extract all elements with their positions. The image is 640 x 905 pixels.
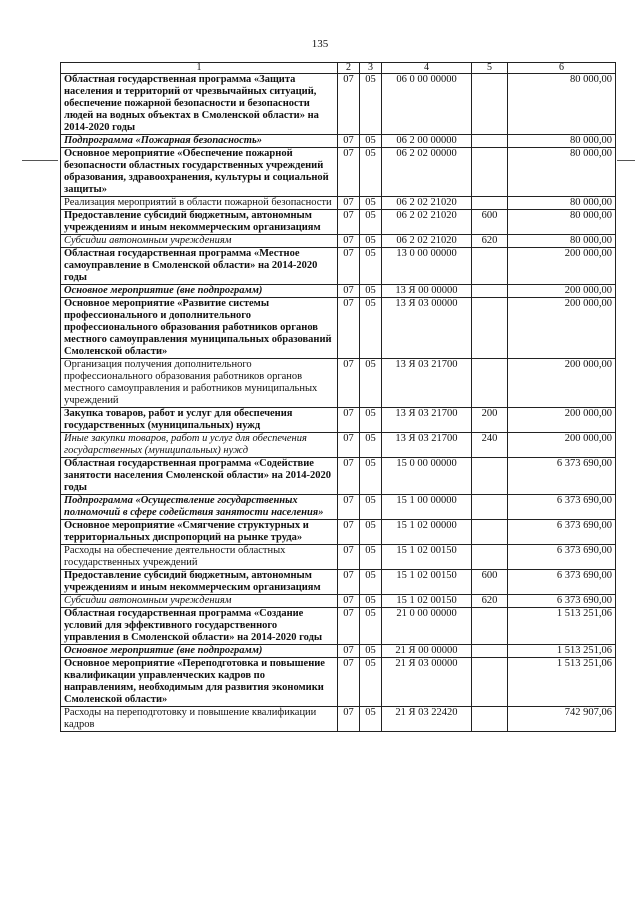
row-name-cell: Основное мероприятие (вне подпрограмм) (61, 285, 338, 298)
row-expense-type-cell: 240 (472, 433, 508, 458)
row-amount-cell: 200 000,00 (508, 298, 616, 359)
table-row (61, 148, 616, 197)
row-target-article-cell: 21 Я 03 22420 (382, 707, 472, 732)
row-expense-type-cell (472, 74, 508, 135)
row-name-cell: Закупка товаров, работ и услуг для обеспечения государственных (муниципальных) нужд (61, 408, 338, 433)
row-amount-cell: 1 513 251,06 (508, 658, 616, 707)
row-expense-type-cell (472, 197, 508, 210)
row-section-cell: 07 (338, 433, 360, 458)
header-row (61, 63, 616, 74)
row-subsection-cell: 05 (360, 74, 382, 135)
row-subsection-cell: 05 (360, 248, 382, 285)
row-subsection-cell: 05 (360, 235, 382, 248)
row-name-cell: Областная государственная программа «Создание условий для эффективного государственного управления в Смоленской области» на 2014-2020 годы (61, 608, 338, 645)
row-subsection-cell: 05 (360, 298, 382, 359)
header-col-3: 3 (360, 63, 382, 74)
row-amount-cell: 742 907,06 (508, 707, 616, 732)
row-expense-type-cell (472, 520, 508, 545)
budget-table (60, 62, 616, 732)
row-subsection-cell: 05 (360, 658, 382, 707)
row-name-cell: Областная государственная программа «Защита населения и территорий от чрезвычайных ситуаций, обеспечение пожарной безопасности и безопасности людей на водных объектах в Смоленской области» на 2014-2020 годы (61, 74, 338, 135)
scan-margin-line-left (22, 160, 58, 161)
row-target-article-cell: 06 2 02 21020 (382, 235, 472, 248)
row-section-cell: 07 (338, 520, 360, 545)
row-name-cell: Основное мероприятие «Смягчение структурных и территориальных диспропорций на рынке труда» (61, 520, 338, 545)
scan-margin-line-right (617, 160, 635, 161)
table-row (61, 135, 616, 148)
header-col-6: 6 (508, 63, 616, 74)
row-section-cell: 07 (338, 235, 360, 248)
row-amount-cell: 1 513 251,06 (508, 645, 616, 658)
row-target-article-cell: 06 2 02 00000 (382, 148, 472, 197)
row-name-cell: Предоставление субсидий бюджетным, автономным учреждениям и иным некоммерческим организациям (61, 570, 338, 595)
row-section-cell: 07 (338, 359, 360, 408)
row-section-cell: 07 (338, 545, 360, 570)
header-col-5: 5 (472, 63, 508, 74)
header-col-2: 2 (338, 63, 360, 74)
row-subsection-cell: 05 (360, 570, 382, 595)
row-expense-type-cell (472, 359, 508, 408)
row-name-cell: Предоставление субсидий бюджетным, автономным учреждениям и иным некоммерческим организациям (61, 210, 338, 235)
row-subsection-cell: 05 (360, 210, 382, 235)
row-name-cell: Расходы на обеспечение деятельности областных государственных учреждений (61, 545, 338, 570)
row-expense-type-cell: 600 (472, 570, 508, 595)
row-expense-type-cell (472, 545, 508, 570)
table-row (61, 545, 616, 570)
row-subsection-cell: 05 (360, 148, 382, 197)
table-row (61, 520, 616, 545)
table-row (61, 359, 616, 408)
row-amount-cell: 80 000,00 (508, 210, 616, 235)
row-amount-cell: 80 000,00 (508, 197, 616, 210)
row-expense-type-cell (472, 495, 508, 520)
row-section-cell: 07 (338, 658, 360, 707)
table-row (61, 495, 616, 520)
row-section-cell: 07 (338, 458, 360, 495)
row-subsection-cell: 05 (360, 197, 382, 210)
row-name-cell: Реализация мероприятий в области пожарной безопасности (61, 197, 338, 210)
row-section-cell: 07 (338, 707, 360, 732)
row-subsection-cell: 05 (360, 520, 382, 545)
row-subsection-cell: 05 (360, 433, 382, 458)
header-col-1: 1 (61, 63, 338, 74)
row-name-cell: Субсидии автономным учреждениям (61, 595, 338, 608)
row-target-article-cell: 13 Я 03 21700 (382, 408, 472, 433)
row-amount-cell: 80 000,00 (508, 135, 616, 148)
page-number: 135 (311, 38, 329, 50)
row-expense-type-cell (472, 298, 508, 359)
row-target-article-cell: 06 2 00 00000 (382, 135, 472, 148)
row-expense-type-cell: 600 (472, 210, 508, 235)
row-target-article-cell: 21 0 00 00000 (382, 608, 472, 645)
row-expense-type-cell (472, 645, 508, 658)
row-target-article-cell: 21 Я 00 00000 (382, 645, 472, 658)
row-target-article-cell: 15 1 02 00000 (382, 520, 472, 545)
table-row (61, 248, 616, 285)
row-subsection-cell: 05 (360, 458, 382, 495)
row-target-article-cell: 13 0 00 00000 (382, 248, 472, 285)
table-row (61, 197, 616, 210)
table-row (61, 235, 616, 248)
row-amount-cell: 200 000,00 (508, 408, 616, 433)
row-section-cell: 07 (338, 248, 360, 285)
row-section-cell: 07 (338, 408, 360, 433)
row-subsection-cell: 05 (360, 359, 382, 408)
row-amount-cell: 6 373 690,00 (508, 520, 616, 545)
row-section-cell: 07 (338, 298, 360, 359)
row-section-cell: 07 (338, 285, 360, 298)
row-name-cell: Основное мероприятие «Развитие системы профессионального и дополнительного профессионального образования работников органов местного самоуправления муниципальных образований Смоленской области» (61, 298, 338, 359)
row-expense-type-cell (472, 248, 508, 285)
row-amount-cell: 200 000,00 (508, 433, 616, 458)
row-section-cell: 07 (338, 570, 360, 595)
table-body (61, 74, 616, 732)
row-target-article-cell: 13 Я 03 21700 (382, 359, 472, 408)
row-section-cell: 07 (338, 210, 360, 235)
row-amount-cell: 1 513 251,06 (508, 608, 616, 645)
table-row (61, 408, 616, 433)
row-expense-type-cell: 620 (472, 235, 508, 248)
row-expense-type-cell (472, 135, 508, 148)
table-row (61, 285, 616, 298)
table-row (61, 595, 616, 608)
row-section-cell: 07 (338, 645, 360, 658)
row-amount-cell: 200 000,00 (508, 359, 616, 408)
row-name-cell: Основное мероприятие «Обеспечение пожарной безопасности областных государственных учреждений образования, здравоохранения, культуры и социальной защиты» (61, 148, 338, 197)
row-expense-type-cell (472, 608, 508, 645)
row-amount-cell: 6 373 690,00 (508, 570, 616, 595)
row-subsection-cell: 05 (360, 495, 382, 520)
table-row (61, 570, 616, 595)
header-col-4: 4 (382, 63, 472, 74)
row-name-cell: Областная государственная программа «Местное самоуправление в Смоленской области» на 2014-2020 годы (61, 248, 338, 285)
row-subsection-cell: 05 (360, 645, 382, 658)
row-target-article-cell: 13 Я 00 00000 (382, 285, 472, 298)
row-target-article-cell: 15 1 02 00150 (382, 595, 472, 608)
row-amount-cell: 6 373 690,00 (508, 458, 616, 495)
row-amount-cell: 80 000,00 (508, 235, 616, 248)
row-subsection-cell: 05 (360, 707, 382, 732)
row-section-cell: 07 (338, 135, 360, 148)
row-target-article-cell: 13 Я 03 21700 (382, 433, 472, 458)
table-row (61, 645, 616, 658)
row-target-article-cell: 15 0 00 00000 (382, 458, 472, 495)
row-subsection-cell: 05 (360, 135, 382, 148)
row-name-cell: Расходы на переподготовку и повышение квалификации кадров (61, 707, 338, 732)
row-name-cell: Областная государственная программа «Содействие занятости населения Смоленской области» на 2014-2020 годы (61, 458, 338, 495)
row-expense-type-cell: 620 (472, 595, 508, 608)
table-row (61, 707, 616, 732)
row-target-article-cell: 06 2 02 21020 (382, 197, 472, 210)
row-target-article-cell: 06 2 02 21020 (382, 210, 472, 235)
row-target-article-cell: 15 1 02 00150 (382, 570, 472, 595)
row-name-cell: Подпрограмма «Пожарная безопасность» (61, 135, 338, 148)
row-amount-cell: 6 373 690,00 (508, 495, 616, 520)
row-expense-type-cell (472, 658, 508, 707)
row-name-cell: Подпрограмма «Осуществление государственных полномочий в сфере содействия занятости населения» (61, 495, 338, 520)
row-target-article-cell: 15 1 02 00150 (382, 545, 472, 570)
table-row (61, 658, 616, 707)
table-row (61, 458, 616, 495)
row-section-cell: 07 (338, 595, 360, 608)
row-target-article-cell: 21 Я 03 00000 (382, 658, 472, 707)
table-row (61, 433, 616, 458)
row-name-cell: Иные закупки товаров, работ и услуг для обеспечения государственных (муниципальных) нужд (61, 433, 338, 458)
row-expense-type-cell (472, 285, 508, 298)
table-row (61, 74, 616, 135)
row-amount-cell: 200 000,00 (508, 285, 616, 298)
row-section-cell: 07 (338, 74, 360, 135)
row-name-cell: Субсидии автономным учреждениям (61, 235, 338, 248)
row-name-cell: Организация получения дополнительного профессионального образования работников органов местного самоуправления и работников муниципальных учреждений (61, 359, 338, 408)
table-row (61, 210, 616, 235)
table-row (61, 608, 616, 645)
row-amount-cell: 80 000,00 (508, 148, 616, 197)
row-subsection-cell: 05 (360, 545, 382, 570)
row-target-article-cell: 13 Я 03 00000 (382, 298, 472, 359)
row-target-article-cell: 06 0 00 00000 (382, 74, 472, 135)
row-expense-type-cell: 200 (472, 408, 508, 433)
row-section-cell: 07 (338, 495, 360, 520)
row-subsection-cell: 05 (360, 408, 382, 433)
row-subsection-cell: 05 (360, 608, 382, 645)
row-section-cell: 07 (338, 148, 360, 197)
row-expense-type-cell (472, 148, 508, 197)
row-name-cell: Основное мероприятие «Переподготовка и повышение квалификации управленческих кадров по направлениям, необходимым для развития экономики Смоленской области» (61, 658, 338, 707)
row-amount-cell: 200 000,00 (508, 248, 616, 285)
row-amount-cell: 6 373 690,00 (508, 545, 616, 570)
row-expense-type-cell (472, 707, 508, 732)
row-section-cell: 07 (338, 608, 360, 645)
row-expense-type-cell (472, 458, 508, 495)
row-target-article-cell: 15 1 00 00000 (382, 495, 472, 520)
table-row (61, 298, 616, 359)
row-amount-cell: 80 000,00 (508, 74, 616, 135)
row-name-cell: Основное мероприятие (вне подпрограмм) (61, 645, 338, 658)
row-amount-cell: 6 373 690,00 (508, 595, 616, 608)
row-section-cell: 07 (338, 197, 360, 210)
row-subsection-cell: 05 (360, 595, 382, 608)
row-subsection-cell: 05 (360, 285, 382, 298)
